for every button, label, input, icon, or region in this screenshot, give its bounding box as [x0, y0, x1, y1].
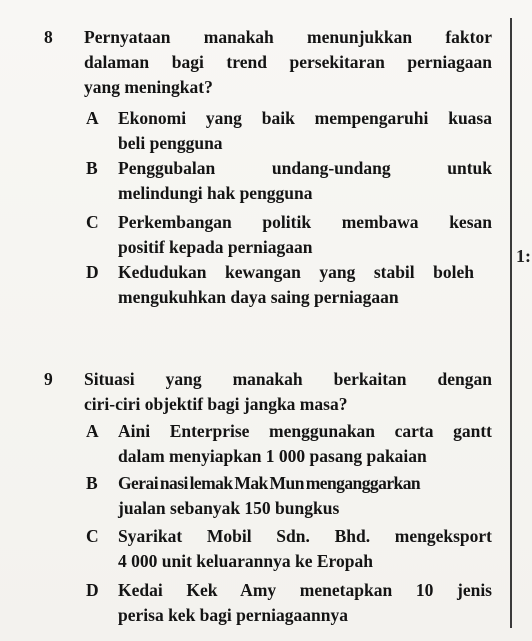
option-letter: D: [86, 580, 99, 600]
option-text-line: mengukuhkan daya saing perniagaan: [118, 287, 399, 307]
option-text-line: Kedudukan kewangan yang stabil boleh: [118, 262, 474, 282]
question-stem-line: dalaman bagi trend persekitaran perniagaan: [84, 52, 492, 72]
option-text-line: 4 000 unit keluarannya ke Eropah: [118, 551, 373, 571]
option-text-line: melindungi hak pengguna: [118, 183, 313, 203]
option-text-line: positif kepada perniagaan: [118, 237, 313, 257]
option-text-line: perisa kek bagi perniagaannya: [118, 605, 348, 625]
option-text-line: Syarikat Mobil Sdn. Bhd. mengeksport: [118, 526, 492, 546]
option-text-line: Aini Enterprise menggunakan carta gantt: [118, 421, 492, 441]
question-stem-line: Situasi yang manakah berkaitan dengan: [84, 369, 492, 389]
option-text-line: Perkembangan politik membawa kesan: [118, 212, 492, 232]
option-text-line: Penggubalan undang-undang untuk: [118, 158, 492, 178]
option-text-line: jualan sebanyak 150 bungkus: [118, 498, 340, 518]
option-text-line: Gerai nasi lemak Mak Mun menganggarkan: [118, 473, 421, 493]
question-stem-line: ciri-ciri objektif bagi jangka masa?: [84, 394, 348, 414]
question-stem-line: Pernyataan manakah menunjukkan faktor: [84, 27, 492, 47]
option-text-line: dalam menyiapkan 1 000 pasang pakaian: [118, 446, 427, 466]
option-letter: C: [86, 212, 99, 232]
option-letter: B: [86, 158, 98, 178]
option-text-line: Ekonomi yang baik mempengaruhi kuasa: [118, 108, 492, 128]
option-letter: B: [86, 473, 98, 493]
option-letter: A: [86, 108, 99, 128]
question-number: 8: [44, 27, 53, 47]
margin-page-number: 1:: [516, 246, 531, 266]
option-letter: C: [86, 526, 99, 546]
question-number: 9: [44, 369, 53, 389]
option-text-line: beli pengguna: [118, 133, 223, 153]
question-stem-line: yang meningkat?: [84, 77, 213, 97]
option-letter: D: [86, 262, 99, 282]
option-letter: A: [86, 421, 99, 441]
option-text-line: Kedai Kek Amy menetapkan 10 jenis: [118, 580, 492, 600]
